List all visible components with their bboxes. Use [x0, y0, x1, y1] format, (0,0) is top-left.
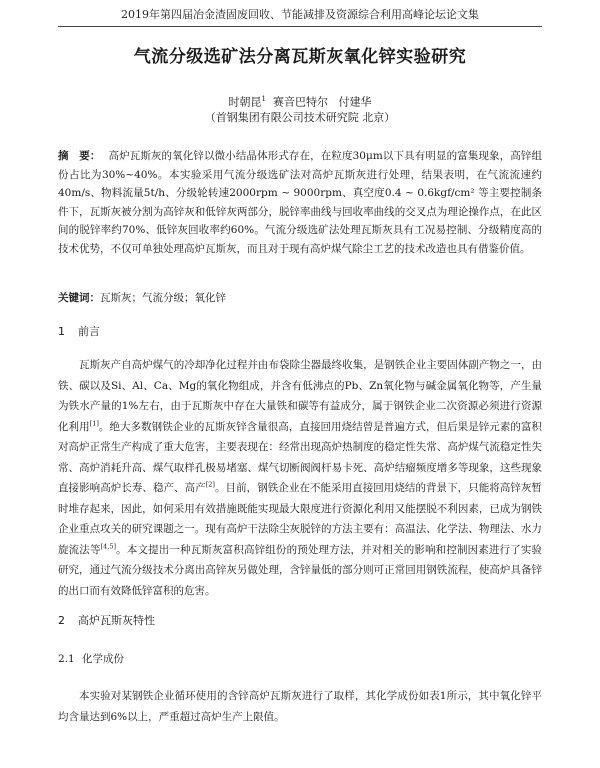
author-first-marker: 1: [261, 95, 266, 103]
author-line: [0, 92, 600, 110]
keywords: [58, 290, 542, 306]
chemistry-paragraph: 本实验对某钢铁企业循环使用的含锌高炉瓦斯灰进行了取样，其化学成份如表1所示，其中氧化锌平均含量达到6%以上，严重超过高炉生产上限值。: [58, 690, 542, 723]
section-number: 1: [58, 325, 65, 338]
section-heading-intro: [58, 325, 100, 339]
section-number: 2: [58, 614, 65, 627]
citation: [4,5]: [100, 542, 117, 550]
citation: [1]: [89, 419, 99, 427]
abstract-label: 摘 要：: [58, 150, 101, 162]
citation: [2]: [205, 480, 215, 489]
paper-title: 气流分级选矿法分离瓦斯灰氧化锌实验研究: [133, 47, 467, 67]
keywords-label: 关键词：: [58, 292, 100, 304]
keywords-text: 瓦斯灰；气流分级；氧化锌: [100, 292, 226, 304]
subsection-number: 2.1: [58, 653, 75, 665]
author-first: 时朝昆: [228, 95, 262, 109]
subsection-heading-chemistry: [58, 652, 124, 666]
section-title: 前言: [78, 325, 100, 338]
running-header: 2019年第四届冶金渣固废回收、节能减排及资源综合利用高峰论坛论文集: [58, 8, 542, 27]
intro-text-part: 。目前，钢铁企业在不能采用直接回用烧结的背景下，只能将高锌灰暂时堆存起来，因此，如何采用有效措施既能实现最大限度进行资源化利用又能摆脱不利因素，已成为钢铁企业重点攻关的研究课题之一。现有高炉干法除尘灰脱锌的方法主要有：高温法、化学法、物理法、水力旋流法等: [58, 482, 543, 556]
intro-text-part: 瓦斯灰产自高炉煤气的冷却净化过程并由布袋除尘器最终收集，是钢铁企业主要固体副产物之一，由铁、碳以及Si、Al、Ca、Mg的氧化物组成，并含有低沸点的Pb、Zn氧化物与碱金属氧化物等，产生量为铁水产量的1%左右，由于瓦斯灰中存在大量铁和碳等有益成分，属于钢铁企业二次资源必须进行资源化利用: [58, 359, 542, 433]
abstract-text: 高炉瓦斯灰的氧化锌以微小结晶体形式存在，在粒度30μm以下具有明显的富集现象，高锌组份占比为30%~40%。本实验采用气流分级选矿法对高炉瓦斯灰进行处理，结果表明，在气流流速约40m/s、物料流量5t/h、分级轮转速2000rpm ~ 9000rpm、真空度0.4 ~ 0.6kgf/cm² 等主要控制条件下，瓦斯灰被分割为高锌灰和低锌灰两部分，脱锌率曲线与回收率曲线的交叉点为理论操作点，在此区间的脱锌率约70%、低锌灰回收率约60%。气流分级选矿法处理瓦斯灰具有工况易控制、分级精度高的技术优势，不仅可单独处理高炉瓦斯灰，而且对于现有高炉煤气除尘工艺的技术改造也具有借鉴价值。: [58, 150, 543, 255]
intro-paragraph: [58, 355, 542, 601]
subsection-title: 化学成份: [82, 653, 124, 665]
intro-text-part: 。绝大多数钢铁企业的瓦斯灰锌含量很高，直接回用烧结曾是普遍方式，但后果是锌元素的富积对高炉正常生产构成了重大危害，主要表现在：经常出现高炉热制度的稳定性失常、高炉煤气流稳定性失常、高炉消耗升高、煤气取样孔极易堵塞、煤气切断阀阀杆易卡死、高炉结瘤频度增多等现象，这些现象直接影响高炉长寿、稳产、高产: [58, 420, 543, 494]
section-title: 高炉瓦斯灰特性: [78, 614, 155, 627]
affiliation: （首钢集团有限公司技术研究院 北京）: [204, 111, 396, 124]
abstract: [58, 147, 542, 258]
intro-text-part: 。本文提出一种瓦斯灰富积高锌组份的预处理方法，并对相关的影响和控制因素进行了实验研究，通过气流分级技术分离出高锌灰另做处理，含锌量低的部分则可正常回用钢铁流程，使高炉具备锌的出口而有效降低锌富积的危害。: [58, 543, 543, 597]
section-heading-properties: [58, 614, 155, 628]
author-rest: 赛音巴特尔 付建华: [265, 95, 372, 109]
